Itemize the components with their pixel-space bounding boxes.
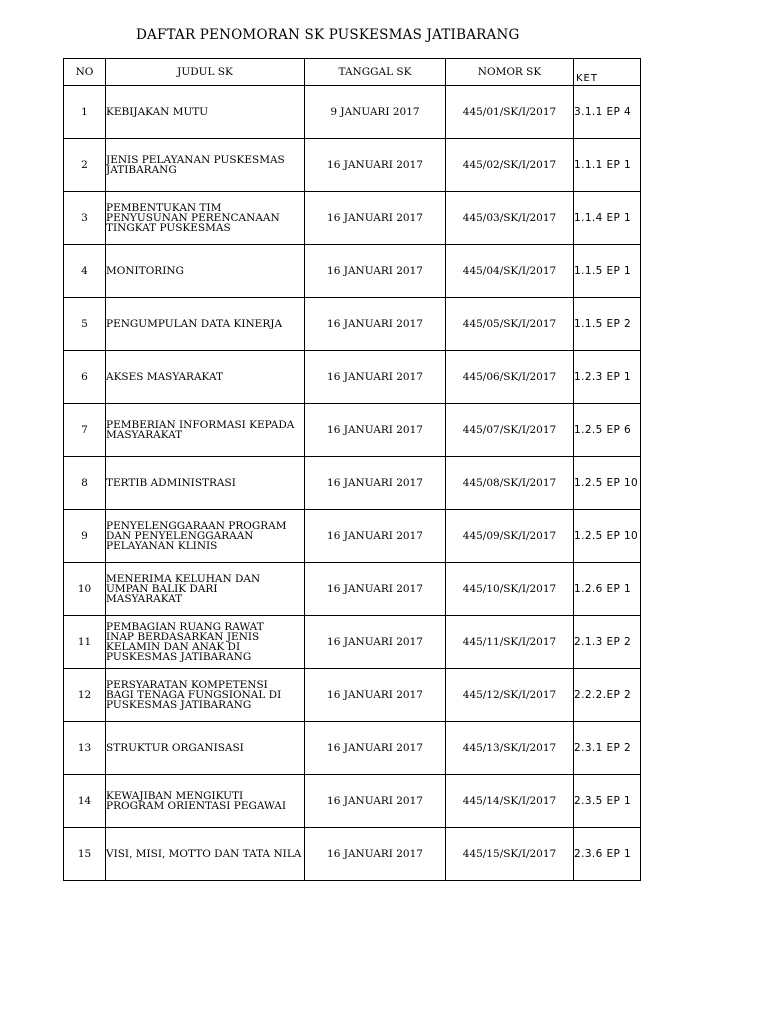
row-ket: 2.3.5 EP 1 bbox=[574, 775, 641, 828]
row-no: 6 bbox=[64, 351, 106, 404]
row-judul: TERTIB ADMINISTRASI bbox=[106, 457, 305, 510]
row-nomor: 445/14/SK/I/2017 bbox=[446, 775, 574, 828]
table-row bbox=[64, 298, 641, 351]
sk-numbering-table bbox=[63, 58, 641, 881]
row-nomor: 445/09/SK/I/2017 bbox=[446, 510, 574, 563]
row-tanggal: 16 JANUARI 2017 bbox=[305, 669, 446, 722]
table-row bbox=[64, 192, 641, 245]
row-no: 4 bbox=[64, 245, 106, 298]
row-tanggal: 16 JANUARI 2017 bbox=[305, 722, 446, 775]
row-tanggal: 16 JANUARI 2017 bbox=[305, 351, 446, 404]
row-no: 7 bbox=[64, 404, 106, 457]
row-ket: 1.1.5 EP 2 bbox=[574, 298, 641, 351]
row-judul: VISI, MISI, MOTTO DAN TATA NILA bbox=[106, 828, 305, 881]
table-header-row bbox=[64, 59, 641, 86]
row-no: 11 bbox=[64, 616, 106, 669]
row-no: 10 bbox=[64, 563, 106, 616]
row-no: 1 bbox=[64, 86, 106, 139]
row-no: 3 bbox=[64, 192, 106, 245]
row-nomor: 445/05/SK/I/2017 bbox=[446, 298, 574, 351]
header-nomor-sk: NOMOR SK bbox=[446, 59, 574, 86]
row-no: 13 bbox=[64, 722, 106, 775]
table-row bbox=[64, 86, 641, 139]
row-ket: 1.2.5 EP 10 bbox=[574, 510, 641, 563]
table-row bbox=[64, 722, 641, 775]
table-body bbox=[64, 86, 641, 881]
row-no: 9 bbox=[64, 510, 106, 563]
row-nomor: 445/15/SK/I/2017 bbox=[446, 828, 574, 881]
row-ket: 2.1.3 EP 2 bbox=[574, 616, 641, 669]
table-row bbox=[64, 563, 641, 616]
row-no: 8 bbox=[64, 457, 106, 510]
row-nomor: 445/08/SK/I/2017 bbox=[446, 457, 574, 510]
row-tanggal: 9 JANUARI 2017 bbox=[305, 86, 446, 139]
table-row bbox=[64, 828, 641, 881]
row-ket: 2.3.1 EP 2 bbox=[574, 722, 641, 775]
row-judul: PEMBENTUKAN TIM PENYUSUNAN PERENCANAAN TINGKAT PUSKESMAS bbox=[106, 192, 305, 245]
row-nomor: 445/07/SK/I/2017 bbox=[446, 404, 574, 457]
row-ket: 3.1.1 EP 4 bbox=[574, 86, 641, 139]
row-nomor: 445/12/SK/I/2017 bbox=[446, 669, 574, 722]
row-tanggal: 16 JANUARI 2017 bbox=[305, 139, 446, 192]
row-nomor: 445/06/SK/I/2017 bbox=[446, 351, 574, 404]
row-ket: 2.2.2.EP 2 bbox=[574, 669, 641, 722]
row-nomor: 445/03/SK/I/2017 bbox=[446, 192, 574, 245]
row-tanggal: 16 JANUARI 2017 bbox=[305, 510, 446, 563]
row-no: 14 bbox=[64, 775, 106, 828]
row-no: 5 bbox=[64, 298, 106, 351]
row-judul: KEBIJAKAN MUTU bbox=[106, 86, 305, 139]
header-no: NO bbox=[64, 59, 106, 86]
row-nomor: 445/10/SK/I/2017 bbox=[446, 563, 574, 616]
row-ket: 1.2.5 EP 6 bbox=[574, 404, 641, 457]
row-no: 15 bbox=[64, 828, 106, 881]
table-row bbox=[64, 510, 641, 563]
row-tanggal: 16 JANUARI 2017 bbox=[305, 828, 446, 881]
row-nomor: 445/13/SK/I/2017 bbox=[446, 722, 574, 775]
row-judul: MONITORING bbox=[106, 245, 305, 298]
row-ket: 2.3.6 EP 1 bbox=[574, 828, 641, 881]
header-tanggal-sk: TANGGAL SK bbox=[305, 59, 446, 86]
row-ket: 1.2.5 EP 10 bbox=[574, 457, 641, 510]
row-nomor: 445/02/SK/I/2017 bbox=[446, 139, 574, 192]
row-judul: PENGUMPULAN DATA KINERJA bbox=[106, 298, 305, 351]
row-tanggal: 16 JANUARI 2017 bbox=[305, 616, 446, 669]
table-row bbox=[64, 775, 641, 828]
row-no: 2 bbox=[64, 139, 106, 192]
row-ket: 1.1.5 EP 1 bbox=[574, 245, 641, 298]
row-tanggal: 16 JANUARI 2017 bbox=[305, 457, 446, 510]
table-row bbox=[64, 139, 641, 192]
row-judul: AKSES MASYARAKAT bbox=[106, 351, 305, 404]
row-nomor: 445/04/SK/I/2017 bbox=[446, 245, 574, 298]
row-judul: STRUKTUR ORGANISASI bbox=[106, 722, 305, 775]
row-tanggal: 16 JANUARI 2017 bbox=[305, 404, 446, 457]
row-nomor: 445/11/SK/I/2017 bbox=[446, 616, 574, 669]
header-ket: KET bbox=[574, 59, 641, 86]
row-judul: KEWAJIBAN MENGIKUTI PROGRAM ORIENTASI PEGAWAI bbox=[106, 775, 305, 828]
table-row bbox=[64, 457, 641, 510]
row-judul: JENIS PELAYANAN PUSKESMAS JATIBARANG bbox=[106, 139, 305, 192]
header-judul-sk: JUDUL SK bbox=[106, 59, 305, 86]
row-tanggal: 16 JANUARI 2017 bbox=[305, 192, 446, 245]
row-judul: PEMBAGIAN RUANG RAWAT INAP BERDASARKAN JENIS KELAMIN DAN ANAK DI PUSKESMAS JATIBARANG bbox=[106, 616, 305, 669]
row-ket: 1.2.6 EP 1 bbox=[574, 563, 641, 616]
row-judul: PEMBERIAN INFORMASI KEPADA MASYARAKAT bbox=[106, 404, 305, 457]
table-row bbox=[64, 404, 641, 457]
table-row bbox=[64, 616, 641, 669]
row-ket: 1.1.4 EP 1 bbox=[574, 192, 641, 245]
row-tanggal: 16 JANUARI 2017 bbox=[305, 245, 446, 298]
row-nomor: 445/01/SK/I/2017 bbox=[446, 86, 574, 139]
table-row bbox=[64, 669, 641, 722]
row-judul: MENERIMA KELUHAN DAN UMPAN BALIK DARI MASYARAKAT bbox=[106, 563, 305, 616]
table-row bbox=[64, 351, 641, 404]
row-ket: 1.1.1 EP 1 bbox=[574, 139, 641, 192]
row-no: 12 bbox=[64, 669, 106, 722]
document-title: DAFTAR PENOMORAN SK PUSKESMAS JATIBARANG bbox=[136, 27, 520, 43]
row-ket: 1.2.3 EP 1 bbox=[574, 351, 641, 404]
row-judul: PENYELENGGARAAN PROGRAM DAN PENYELENGGARAAN PELAYANAN KLINIS bbox=[106, 510, 305, 563]
table-row bbox=[64, 245, 641, 298]
row-tanggal: 16 JANUARI 2017 bbox=[305, 775, 446, 828]
row-tanggal: 16 JANUARI 2017 bbox=[305, 298, 446, 351]
row-tanggal: 16 JANUARI 2017 bbox=[305, 563, 446, 616]
row-judul: PERSYARATAN KOMPETENSI BAGI TENAGA FUNGSIONAL DI PUSKESMAS JATIBARANG bbox=[106, 669, 305, 722]
